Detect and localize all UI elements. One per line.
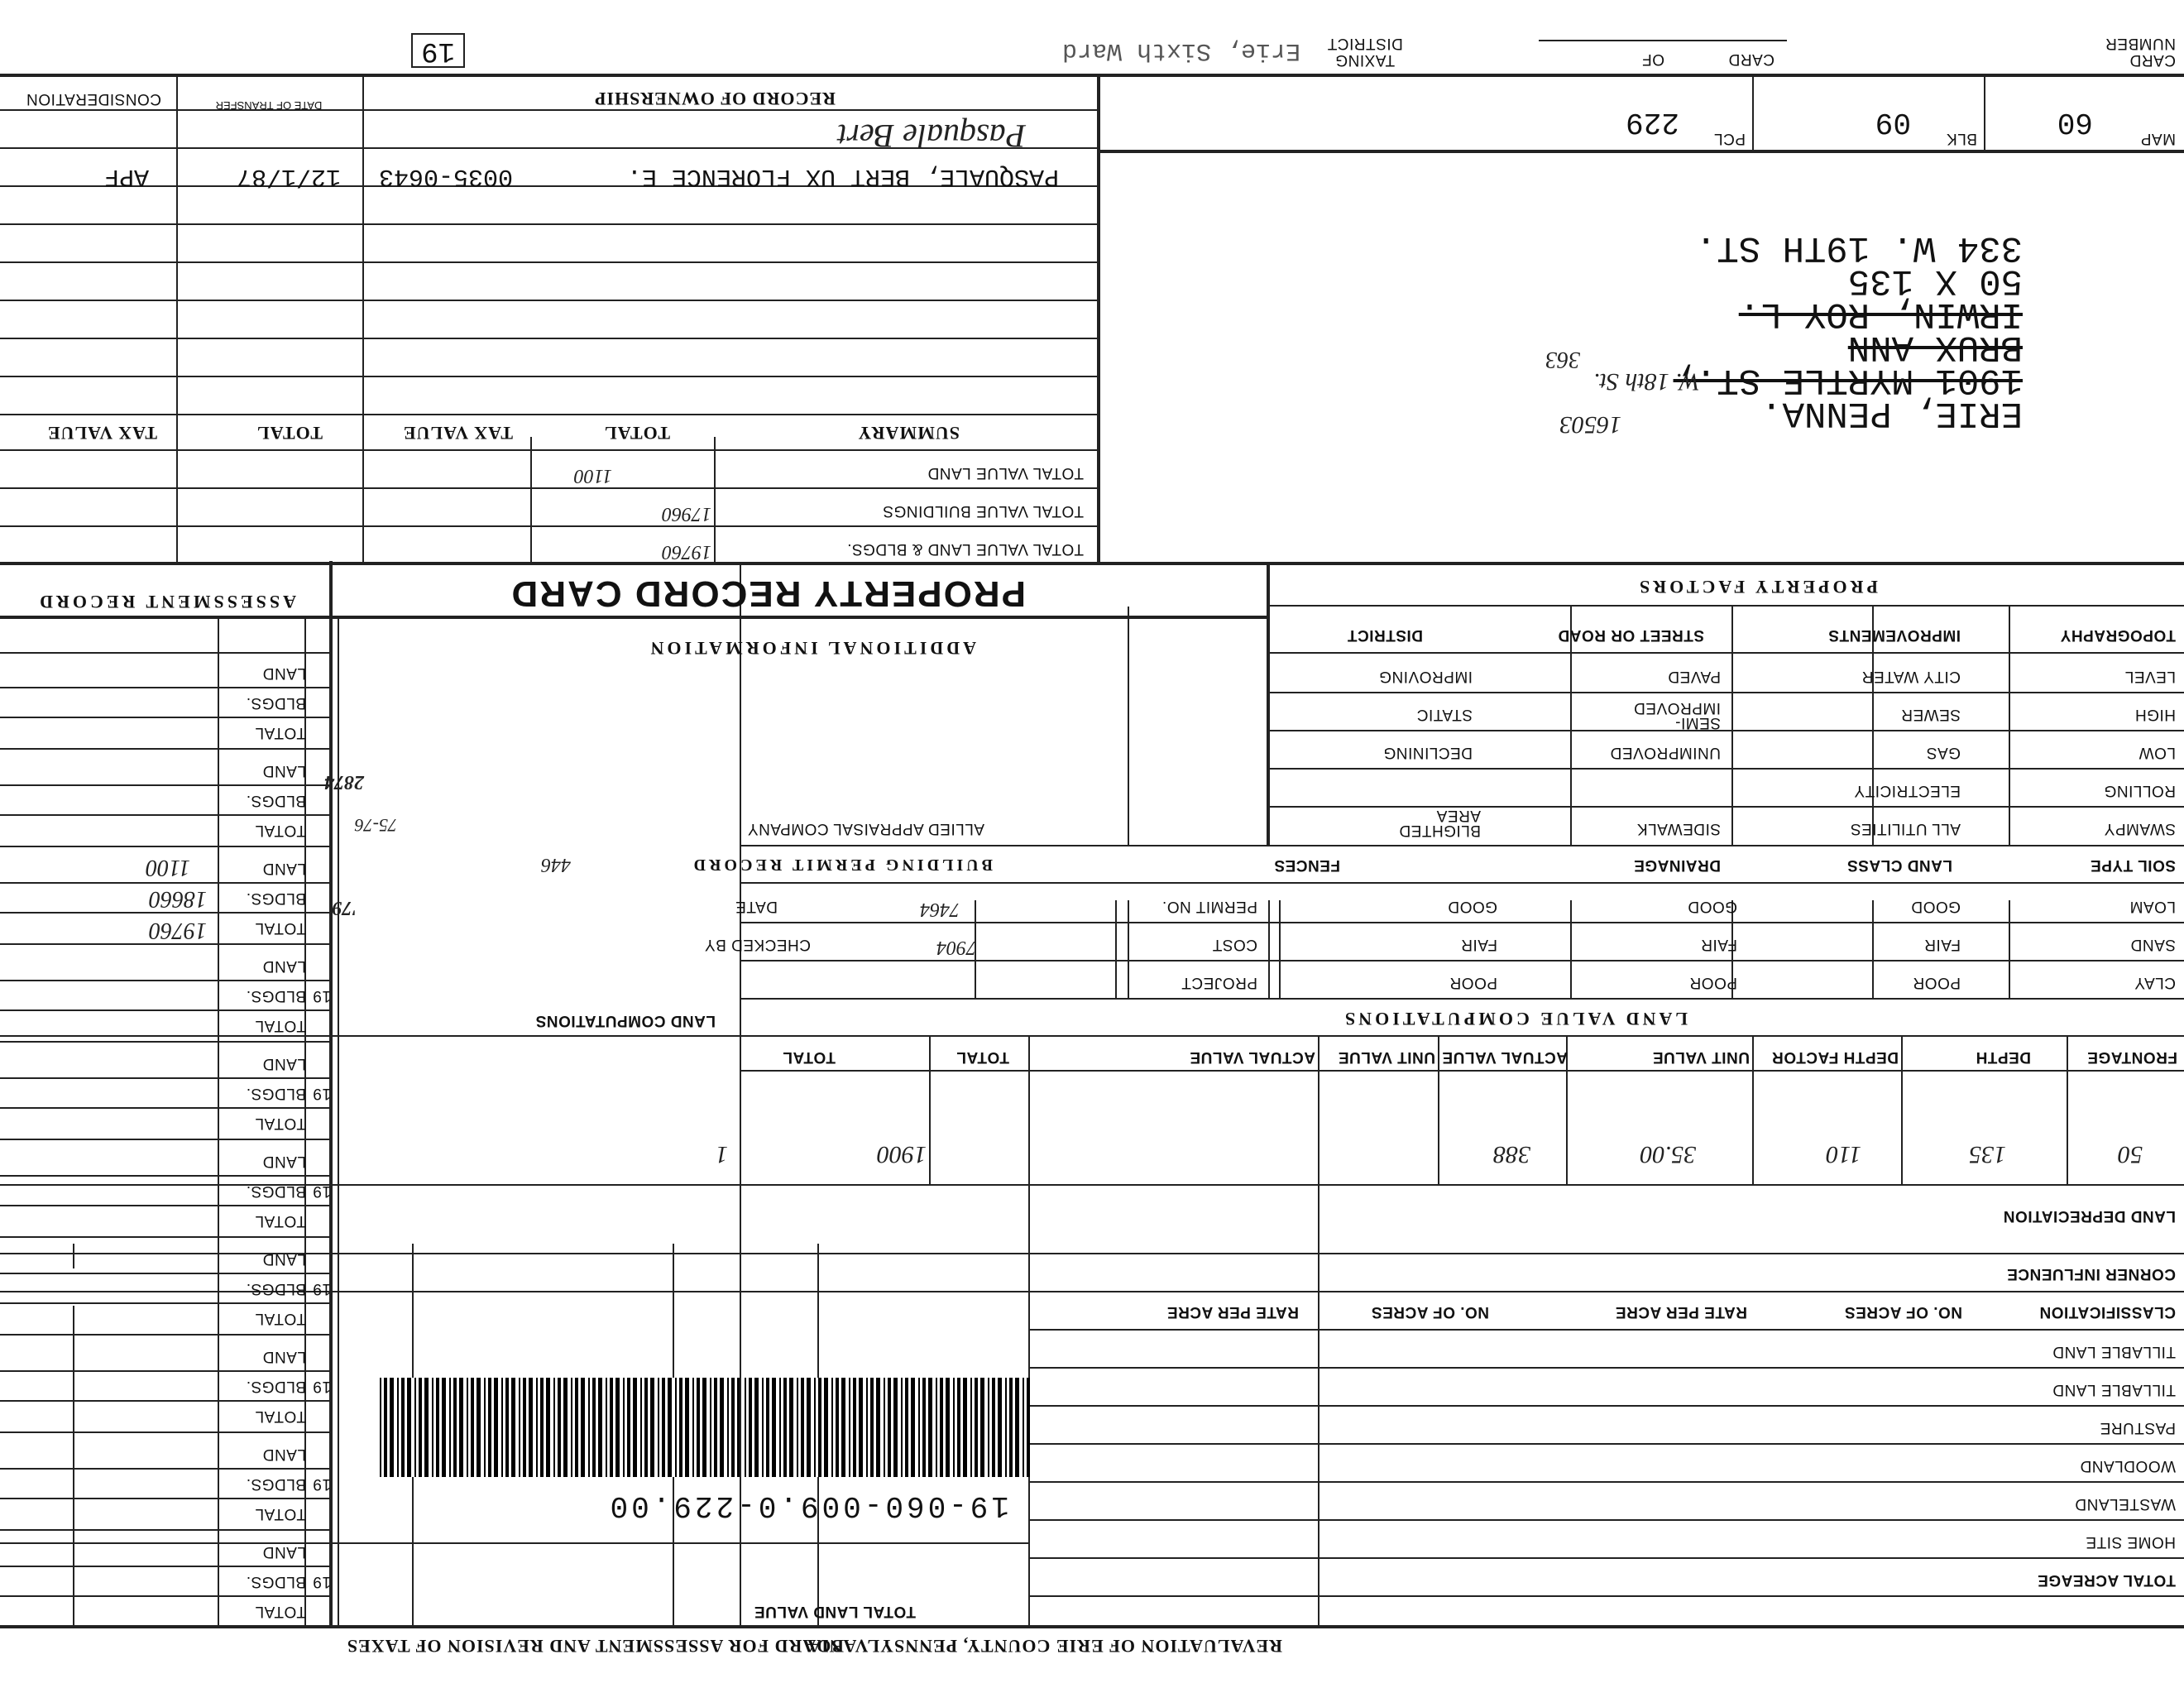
permit-cost-value: 7904 (936, 937, 976, 958)
depth-value: 135 (1969, 1141, 2006, 1168)
depth-header: DEPTH (1976, 1048, 2031, 1066)
assessment-bldgs-label-10: BLDGS. (246, 694, 306, 712)
permit-project-label: PROJECT (1181, 974, 1257, 991)
topography-header: TOPOGRAPHY (2060, 626, 2176, 644)
property-factors-heading: PROPERTY FACTORS (1636, 577, 1878, 597)
improvements-header: IMPROVEMENTS (1827, 626, 1961, 644)
topography-high[interactable]: HIGH (2134, 706, 2176, 723)
consideration-header: CONSIDERATION (26, 90, 161, 108)
assessment-bldgs-label-6: BLDGS. (246, 1085, 306, 1102)
depth-factor-value: 110 (1826, 1141, 1861, 1168)
total-land-value-label: TOTAL LAND VALUE (754, 1603, 916, 1620)
date-of-transfer-header: DATE OF TRANSFER (215, 99, 323, 112)
drainage-poor: POOR (1689, 974, 1737, 991)
district-blighted-area[interactable]: BLIGHTED AREA (1398, 807, 1481, 839)
card-label: CARD (1728, 50, 1774, 68)
assessment-bldgs-label-2: BLDGS. (246, 1475, 306, 1493)
permit-checked-by-label: CHECKED BY (704, 936, 811, 953)
topography-level[interactable]: LEVEL (2124, 668, 2176, 685)
owner-signature: Pasquale Bert (837, 117, 1026, 155)
topography-rolling[interactable]: ROLLING (2104, 782, 2176, 799)
land-class-fair: FAIR (1923, 936, 1961, 953)
owner-deed-number: 0035-0643 (378, 162, 513, 190)
summary-total-land-value: 1100 (573, 465, 612, 487)
land-class-good: GOOD (1910, 898, 1961, 915)
assessment-land-label-4: LAND (262, 1250, 306, 1268)
district-improving[interactable]: IMPROVING (1378, 668, 1473, 685)
assessment-bldgs-label-8: BLDGS. (246, 890, 306, 907)
property-mailing-street: 1901 MYRTLE ST., (1673, 359, 2023, 400)
year-prefix-3: 19 (312, 1378, 331, 1395)
no-acres-header-2: NO. OF ACRES (1371, 1303, 1489, 1321)
total-header-2: TOTAL (782, 1048, 836, 1066)
total-acreage-label: TOTAL ACREAGE (2037, 1571, 2176, 1589)
property-city: ERIE, PENNA. (1760, 392, 2023, 434)
soil-loam-label: LOAM (2129, 898, 2176, 915)
summary-total-land-bldgs-label: TOTAL VALUE LAND & BLDGS. (846, 540, 1084, 558)
year-prefix-4: 19 (312, 1280, 331, 1297)
fences-fair: FAIR (1460, 936, 1497, 953)
land-class-header: LAND CLASS (1846, 856, 1952, 874)
year-prefix-7: 19 (312, 987, 331, 1005)
assessment-total-value: 19760 (149, 918, 207, 943)
assessment-bldgs-value: 18660 (149, 886, 207, 912)
permit-cost-label: COST (1212, 936, 1257, 953)
no-acres-header: NO. OF ACRES (1844, 1303, 1962, 1321)
street-paved[interactable]: PAVED (1667, 668, 1721, 685)
pcl-value: 229 (1626, 105, 1679, 139)
owner-name: PASQUALE, BERT UX FLORENCE E. (626, 162, 1059, 190)
assessment-land-label-3: LAND (262, 1348, 306, 1365)
assessment-land-label-9: LAND (262, 762, 306, 779)
additional-information-heading: ADDITIONAL INFORMATION (647, 638, 976, 659)
summary-tax-value-header: TAX VALUE (402, 423, 513, 444)
assessment-total-label-9: TOTAL (255, 822, 306, 839)
rate-per-acre-header-2: RATE PER ACRE (1166, 1303, 1299, 1321)
assessment-land-label-5: LAND (262, 1153, 306, 1170)
property-owner-2: BRUX ANN (1847, 326, 2023, 367)
improvements-sewer[interactable]: SEWER (1900, 706, 1961, 723)
year-prefix: 19 (312, 1573, 331, 1590)
street-semi-improved[interactable]: SEMI-IMPROVED (1633, 699, 1721, 731)
taxing-district-label: TAXING DISTRICT (1327, 35, 1403, 69)
allied-appraisal-company: ALLIED APPRAISAL COMPANY (747, 820, 984, 837)
drainage-fair: FAIR (1700, 936, 1737, 953)
permit-date-value: 7464 (920, 899, 960, 920)
assessment-bldgs-label-5: BLDGS. (246, 1182, 306, 1200)
topography-swampy[interactable]: SWAMPY (2104, 820, 2176, 837)
fences-good: GOOD (1447, 898, 1497, 915)
assessment-total-label-2: TOTAL (255, 1505, 306, 1523)
land-computations-heading: LAND COMPUTATIONS (535, 1012, 716, 1029)
board-title: BOARD FOR ASSESSMENT AND REVISION OF TAXES (346, 1636, 844, 1657)
land-depreciation-label: LAND DEPRECIATION (2003, 1207, 2176, 1225)
property-owner-1: IRWIN, ROY L. (1738, 293, 2023, 334)
assessment-bldgs-label-4: BLDGS. (246, 1280, 306, 1297)
summary-total-header-2: TOTAL (256, 423, 323, 444)
tillable-land-label-2: TILLABLE LAND (2052, 1343, 2176, 1360)
assessment-bldgs-label: BLDGS. (246, 1573, 306, 1590)
street-sidewalk[interactable]: SIDEWALK (1636, 820, 1721, 837)
record-of-ownership-heading: RECORD OF OWNERSHIP (594, 89, 836, 109)
assessment-total-label-6: TOTAL (255, 1115, 306, 1132)
depth-factor-header: DEPTH FACTOR (1771, 1048, 1899, 1066)
land-value-computations-heading: LAND VALUE COMPUTATIONS (1342, 1009, 1688, 1029)
corner-influence-label: CORNER INFLUENCE (2006, 1265, 2176, 1283)
property-record-card-title: PROPERTY RECORD CARD (510, 573, 1026, 614)
permit-no-label: PERMIT NO. (1161, 898, 1257, 915)
permit-number-value: 446 (541, 854, 571, 875)
year-prefix-2: 19 (312, 1475, 331, 1493)
summary-total-land-label: TOTAL VALUE LAND (927, 464, 1084, 482)
map-label: MAP (2140, 130, 2176, 147)
blk-value: 09 (1875, 105, 1911, 139)
card-number-label: CARD NUMBER (2105, 35, 2176, 69)
unit-value-header-2: UNIT VALUE (1338, 1048, 1435, 1066)
soil-clay-label: CLAY (2134, 974, 2176, 991)
summary-total-buildings-value: 17960 (662, 503, 711, 525)
drainage-good: GOOD (1687, 898, 1737, 915)
district-declining[interactable]: DECLINING (1383, 744, 1473, 761)
assessment-land-label-8: LAND (262, 860, 306, 877)
unit-value-header: UNIT VALUE (1652, 1048, 1750, 1066)
pcl-label: PCL (1713, 130, 1746, 147)
fences-header: FENCES (1273, 856, 1340, 874)
district-header: DISTRICT (1347, 626, 1423, 644)
frontage-value: 50 (2118, 1141, 2143, 1168)
assessment-total-label: TOTAL (255, 1603, 306, 1620)
year-prefix-5: 19 (312, 1182, 331, 1200)
improvements-all-utilities[interactable]: ALL UTILITIES (1850, 820, 1961, 837)
assessment-total-label-10: TOTAL (255, 724, 306, 741)
street-unimproved[interactable]: UNIMPROVED (1610, 744, 1721, 761)
assessment-total-label-3: TOTAL (255, 1407, 306, 1425)
total-value-b: 1 (716, 1141, 728, 1168)
barcode-bars (376, 1378, 1030, 1477)
assessment-land-value: 1100 (146, 855, 190, 880)
taxing-district-value: Erie, Sixth Ward (1061, 36, 1300, 65)
total-value-1900: 1900 (877, 1141, 927, 1168)
county-revaluation-title: REVALUATION OF ERIE COUNTY, PENNSYLVANIA (807, 1636, 1282, 1657)
improvements-city-water[interactable]: CITY WATER (1861, 668, 1961, 685)
summary-tax-value-header-2: TAX VALUE (46, 423, 157, 444)
summary-total-land-bldgs-value: 19760 (662, 541, 711, 563)
actual-value-value: 388 (1493, 1141, 1530, 1168)
soil-sand-label: SAND (2130, 936, 2176, 953)
blk-label: BLK (1946, 130, 1977, 147)
frontage-header: FRONTAGE (2086, 1048, 2177, 1066)
handwritten-street: W. 18th St. (1593, 368, 1700, 396)
topography-low[interactable]: LOW (2138, 744, 2176, 761)
rate-per-acre-header: RATE PER ACRE (1615, 1303, 1747, 1321)
improvements-gas[interactable]: GAS (1926, 744, 1961, 761)
summary-total-header: TOTAL (604, 423, 670, 444)
assessment-total-label-5: TOTAL (255, 1212, 306, 1230)
assessment-land-label-7: LAND (262, 957, 306, 975)
handwritten-zip: 16503 (1559, 411, 1621, 439)
building-permit-heading: BUILDING PERMIT RECORD (690, 856, 993, 874)
assessment-total-label-8: TOTAL (255, 919, 306, 937)
fences-poor: POOR (1449, 974, 1497, 991)
street-header: STREET OR ROAD (1558, 626, 1704, 644)
total-header: TOTAL (956, 1048, 1009, 1066)
tillable-land-label: TILLABLE LAND (2052, 1381, 2176, 1398)
summary-total-buildings-label: TOTAL VALUE BUILDINGS (882, 502, 1084, 520)
drainage-header: DRAINAGE (1633, 856, 1721, 874)
pasture-label: PASTURE (2100, 1419, 2176, 1436)
property-address: 334 W. 19TH ST. (1694, 227, 2023, 268)
ward-number: 19 (411, 33, 465, 68)
owner-transfer-date: 12/1/87 (236, 162, 341, 190)
map-value: 60 (2057, 105, 2093, 139)
of-label: OF (1641, 50, 1664, 68)
assessment-bldgs-label-9: BLDGS. (246, 792, 306, 809)
wasteland-label: WASTELAND (2074, 1495, 2176, 1513)
unit-value-value: 35.00 (1640, 1141, 1696, 1168)
permit-date-label: DATE (735, 898, 778, 915)
property-dimensions: 50 X 135 (1847, 260, 2023, 301)
assessment-land-label-6: LAND (262, 1055, 306, 1072)
classification-header: CLASSIFICATION (2039, 1303, 2176, 1321)
note-75-76: 75-76 (354, 815, 397, 836)
assessment-bldgs-label-7: BLDGS. (246, 987, 306, 1005)
assessment-bldgs-label-3: BLDGS. (246, 1378, 306, 1395)
year-prefix-6: 19 (312, 1085, 331, 1102)
parcel-number: 19-060-009.0-229.00 (606, 1489, 1009, 1523)
actual-value-header-2: ACTUAL VALUE (1189, 1048, 1315, 1066)
assessment-record-heading: ASSESSMENT RECORD (36, 592, 296, 612)
district-static[interactable]: STATIC (1416, 706, 1473, 723)
soil-type-header: SOIL TYPE (2090, 856, 2176, 874)
land-class-poor: POOR (1913, 974, 1961, 991)
summary-heading: SUMMARY (857, 423, 960, 444)
handwritten-house-number: 363 (1545, 347, 1580, 372)
note-2874: 2874 (324, 771, 364, 793)
assessment-total-label-4: TOTAL (255, 1310, 306, 1327)
actual-value-header: ACTUAL VALUE (1441, 1048, 1568, 1066)
assessment-land-label-10: LAND (262, 664, 306, 682)
assessment-land-label-2: LAND (262, 1446, 306, 1463)
assessment-total-label-7: TOTAL (255, 1017, 306, 1034)
woodland-label: WOODLAND (2080, 1457, 2176, 1475)
assessment-land-label: LAND (262, 1543, 306, 1561)
year-note-79: '79 (332, 897, 357, 918)
improvements-electricity[interactable]: ELECTRICITY (1853, 782, 1961, 799)
owner-code: APF (103, 162, 149, 190)
home-site-label: HOME SITE (2085, 1533, 2176, 1551)
